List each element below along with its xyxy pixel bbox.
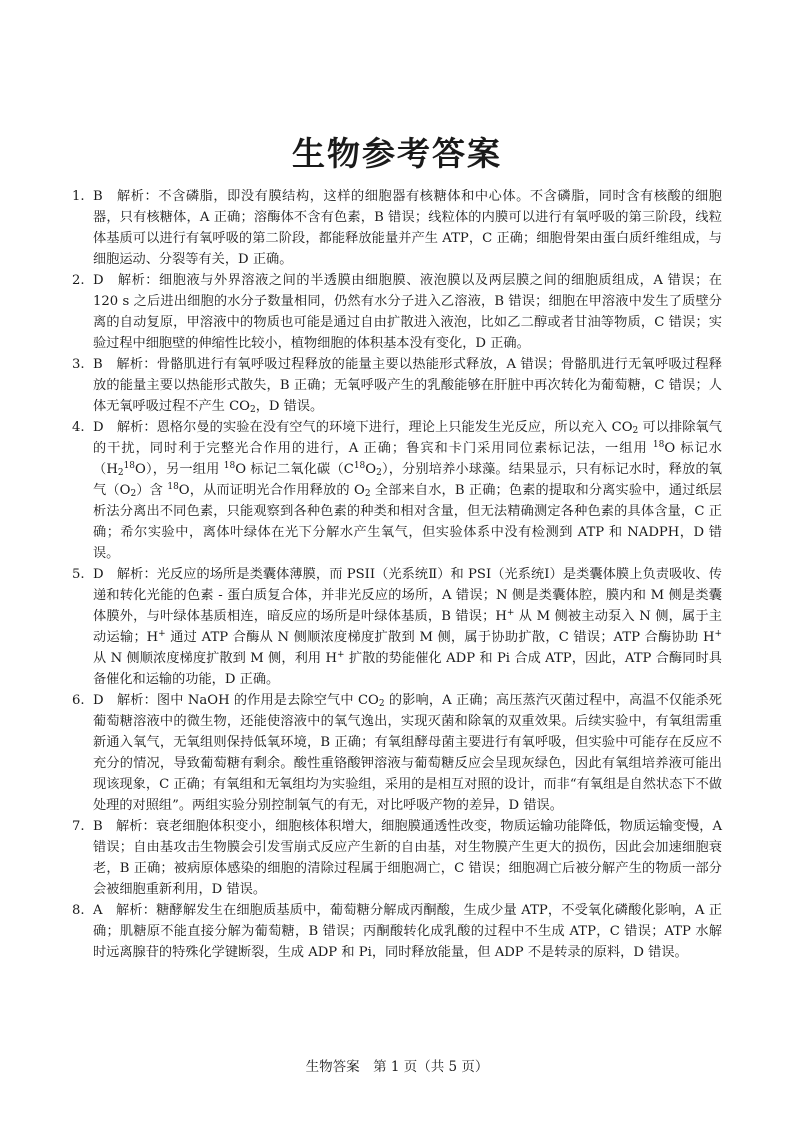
answer-number: 2. bbox=[72, 273, 85, 288]
answer-text: D 解析：恩格尔曼的实验在没有空气的环境下进行，理论上只能发生光反应，所以充入 $CO_2$ 可以排除氧气的干扰，同时利于完整光合作用的进行，A 正确；鲁宾和卡门采用同位素标记法，一组用 $^{18}$O 标记水$(H_2^{18}O)$，另一组用 $^{18}$O 标记二氧化碳$(C^{18}O_2)$，分别培养小球藻。结果显示，只有标记水时，释放的氧气$(O_2)$含 $^{18}$O，从而证明光合作用释放的 $O_2$ 全部来自水，B 正确；色素的提取和分离实验中，通过纸层析法分离出不同色素，只能观察到各种色素的种类和相对含量，但无法精确测定各种色素的具体含量，C 正确；希尔实验中，离体叶绿体在光下分解水产生氧气，但实验体系中没有检测到 ATP 和 NADPH，D 错误。 bbox=[93, 420, 722, 561]
answer-item bbox=[72, 690, 722, 816]
answer-number: 8. bbox=[72, 903, 85, 918]
answer-text: B 解析：不含磷脂，即没有膜结构，这样的细胞器有核糖体和中心体。不含磷脂，同时含有核酸的细胞器，只有核糖体，A 正确；溶酶体不含有色素，B 错误；线粒体的内膜可以进行有氧呼吸的第三阶段，线粒体基质可以进行有氧呼吸的第二阶段，都能释放能量并产生 ATP，C 正确；细胞骨架由蛋白质纤维组成，与细胞运动、分裂等有关，D 正确。 bbox=[93, 189, 722, 267]
answer-number: 1. bbox=[72, 189, 85, 204]
page-title: 生物参考答案 bbox=[292, 134, 502, 173]
page-footer: 生物答案 第 1 页（共 5 页） bbox=[305, 1059, 489, 1075]
answer-text: A 解析：糖酵解发生在细胞质基质中，葡萄糖分解成丙酮酸，生成少量 ATP，不受氧化磷酸化影响，A 正确；肌糖原不能直接分解为葡萄糖，B 错误；丙酮酸转化成乳酸的过程中不生成 ATP，C 错误；ATP 水解时远离腺苷的特殊化学键断裂，生成 ADP 和 Pi，同时释放能量，但 ADP 不是转录的原料，D 错误。 bbox=[93, 903, 722, 960]
answer-text: B 解析：衰老细胞体积变小，细胞核体积增大，细胞膜通透性改变，物质运输功能降低，物质运输变慢，A 错误；自由基攻击生物膜会引发雪崩式反应产生新的自由基，对生物膜产生更大的损伤，因此会加速细胞衰老，B 正确；被病原体感染的细胞的清除过程属于细胞凋亡，C 错误；细胞凋亡后被分解产生的物质一部分会被细胞重新利用，D 错误。 bbox=[93, 819, 722, 897]
answer-item bbox=[72, 900, 722, 963]
answer-item bbox=[72, 354, 722, 417]
answer-item bbox=[72, 816, 722, 900]
answer-number: 5. bbox=[72, 567, 85, 582]
answer-item bbox=[72, 564, 722, 690]
answer-number: 3. bbox=[72, 357, 85, 372]
answer-item bbox=[72, 186, 722, 270]
answer-list bbox=[72, 186, 722, 963]
answer-number: 7. bbox=[72, 819, 85, 834]
answer-text: D 解析：光反应的场所是类囊体薄膜，而 PSII（光系统Ⅱ）和 PSI（光系统Ⅰ）是类囊体膜上负责吸收、传递和转化光能的色素 - 蛋白质复合体，并非光反应的场所，A 错误；N 侧是类囊体腔，膜内和 M 侧是类囊体膜外，与叶绿体基质相连，暗反应的场所是叶绿体基质，B 错误；H+ 从 M 侧被主动泵入 N 侧，属于主动运输；H+ 通过 ATP 合酶从 N 侧顺浓度梯度扩散到 M 侧，属于协助扩散，C 错误；ATP 合酶协助 H+ 从 N 侧顺浓度梯度扩散到 M 侧，利用 H+ 扩散的势能催化 ADP 和 Pi 合成 ATP，因此，ATP 合酶同时具备催化和运输的功能，D 正确。 bbox=[93, 567, 722, 687]
answer-item bbox=[72, 417, 722, 564]
answer-text: D 解析：图中 NaOH 的作用是去除空气中 $CO_2$ 的影响，A 正确；高压蒸汽灭菌过程中，高温不仅能杀死葡萄糖溶液中的微生物，还能使溶液中的氧气逸出，实现灭菌和除氧的双重效果。后续实验中，有氧组需重新通入氧气，无氧组则保持低氧环境，B 正确；有氧组酵母菌主要进行有氧呼吸，但实验中可能存在反应不充分的情况，导致葡萄糖有剩余。酸性重铬酸钾溶液与葡萄糖反应会呈现灰绿色，因此有氧组培养液可能出现该现象，C 正确；有氧组和无氧组均为实验组，采用的是相互对照的设计，而非“有氧组是自然状态下不做处理的对照组”。两组实验分别控制氧气的有无，对比呼吸产物的差异，D 错误。 bbox=[93, 693, 722, 813]
answer-item bbox=[72, 270, 722, 354]
answer-number: 4. bbox=[72, 420, 85, 435]
answer-text: B 解析：骨骼肌进行有氧呼吸过程释放的能量主要以热能形式释放，A 错误；骨骼肌进行无氧呼吸过程释放的能量主要以热能形式散失，B 正确；无氧呼吸产生的乳酸能够在肝脏中再次转化为葡萄糖，C 错误；人体无氧呼吸过程不产生 $CO_2$，D 错误。 bbox=[93, 357, 722, 415]
answer-text: D 解析：细胞液与外界溶液之间的半透膜由细胞膜、液泡膜以及两层膜之间的细胞质组成，A 错误；在 120 s 之后进出细胞的水分子数量相同，仍然有水分子进入乙溶液，B 错误；细胞在甲溶液中发生了质壁分离的自动复原，甲溶液中的物质也可能是通过自由扩散进入液泡，比如乙二醇或者甘油等物质，C 错误；实验过程中细胞壁的伸缩性比较小，植物细胞的体积基本没有变化，D 正确。 bbox=[93, 273, 722, 351]
answer-number: 6. bbox=[72, 693, 85, 708]
